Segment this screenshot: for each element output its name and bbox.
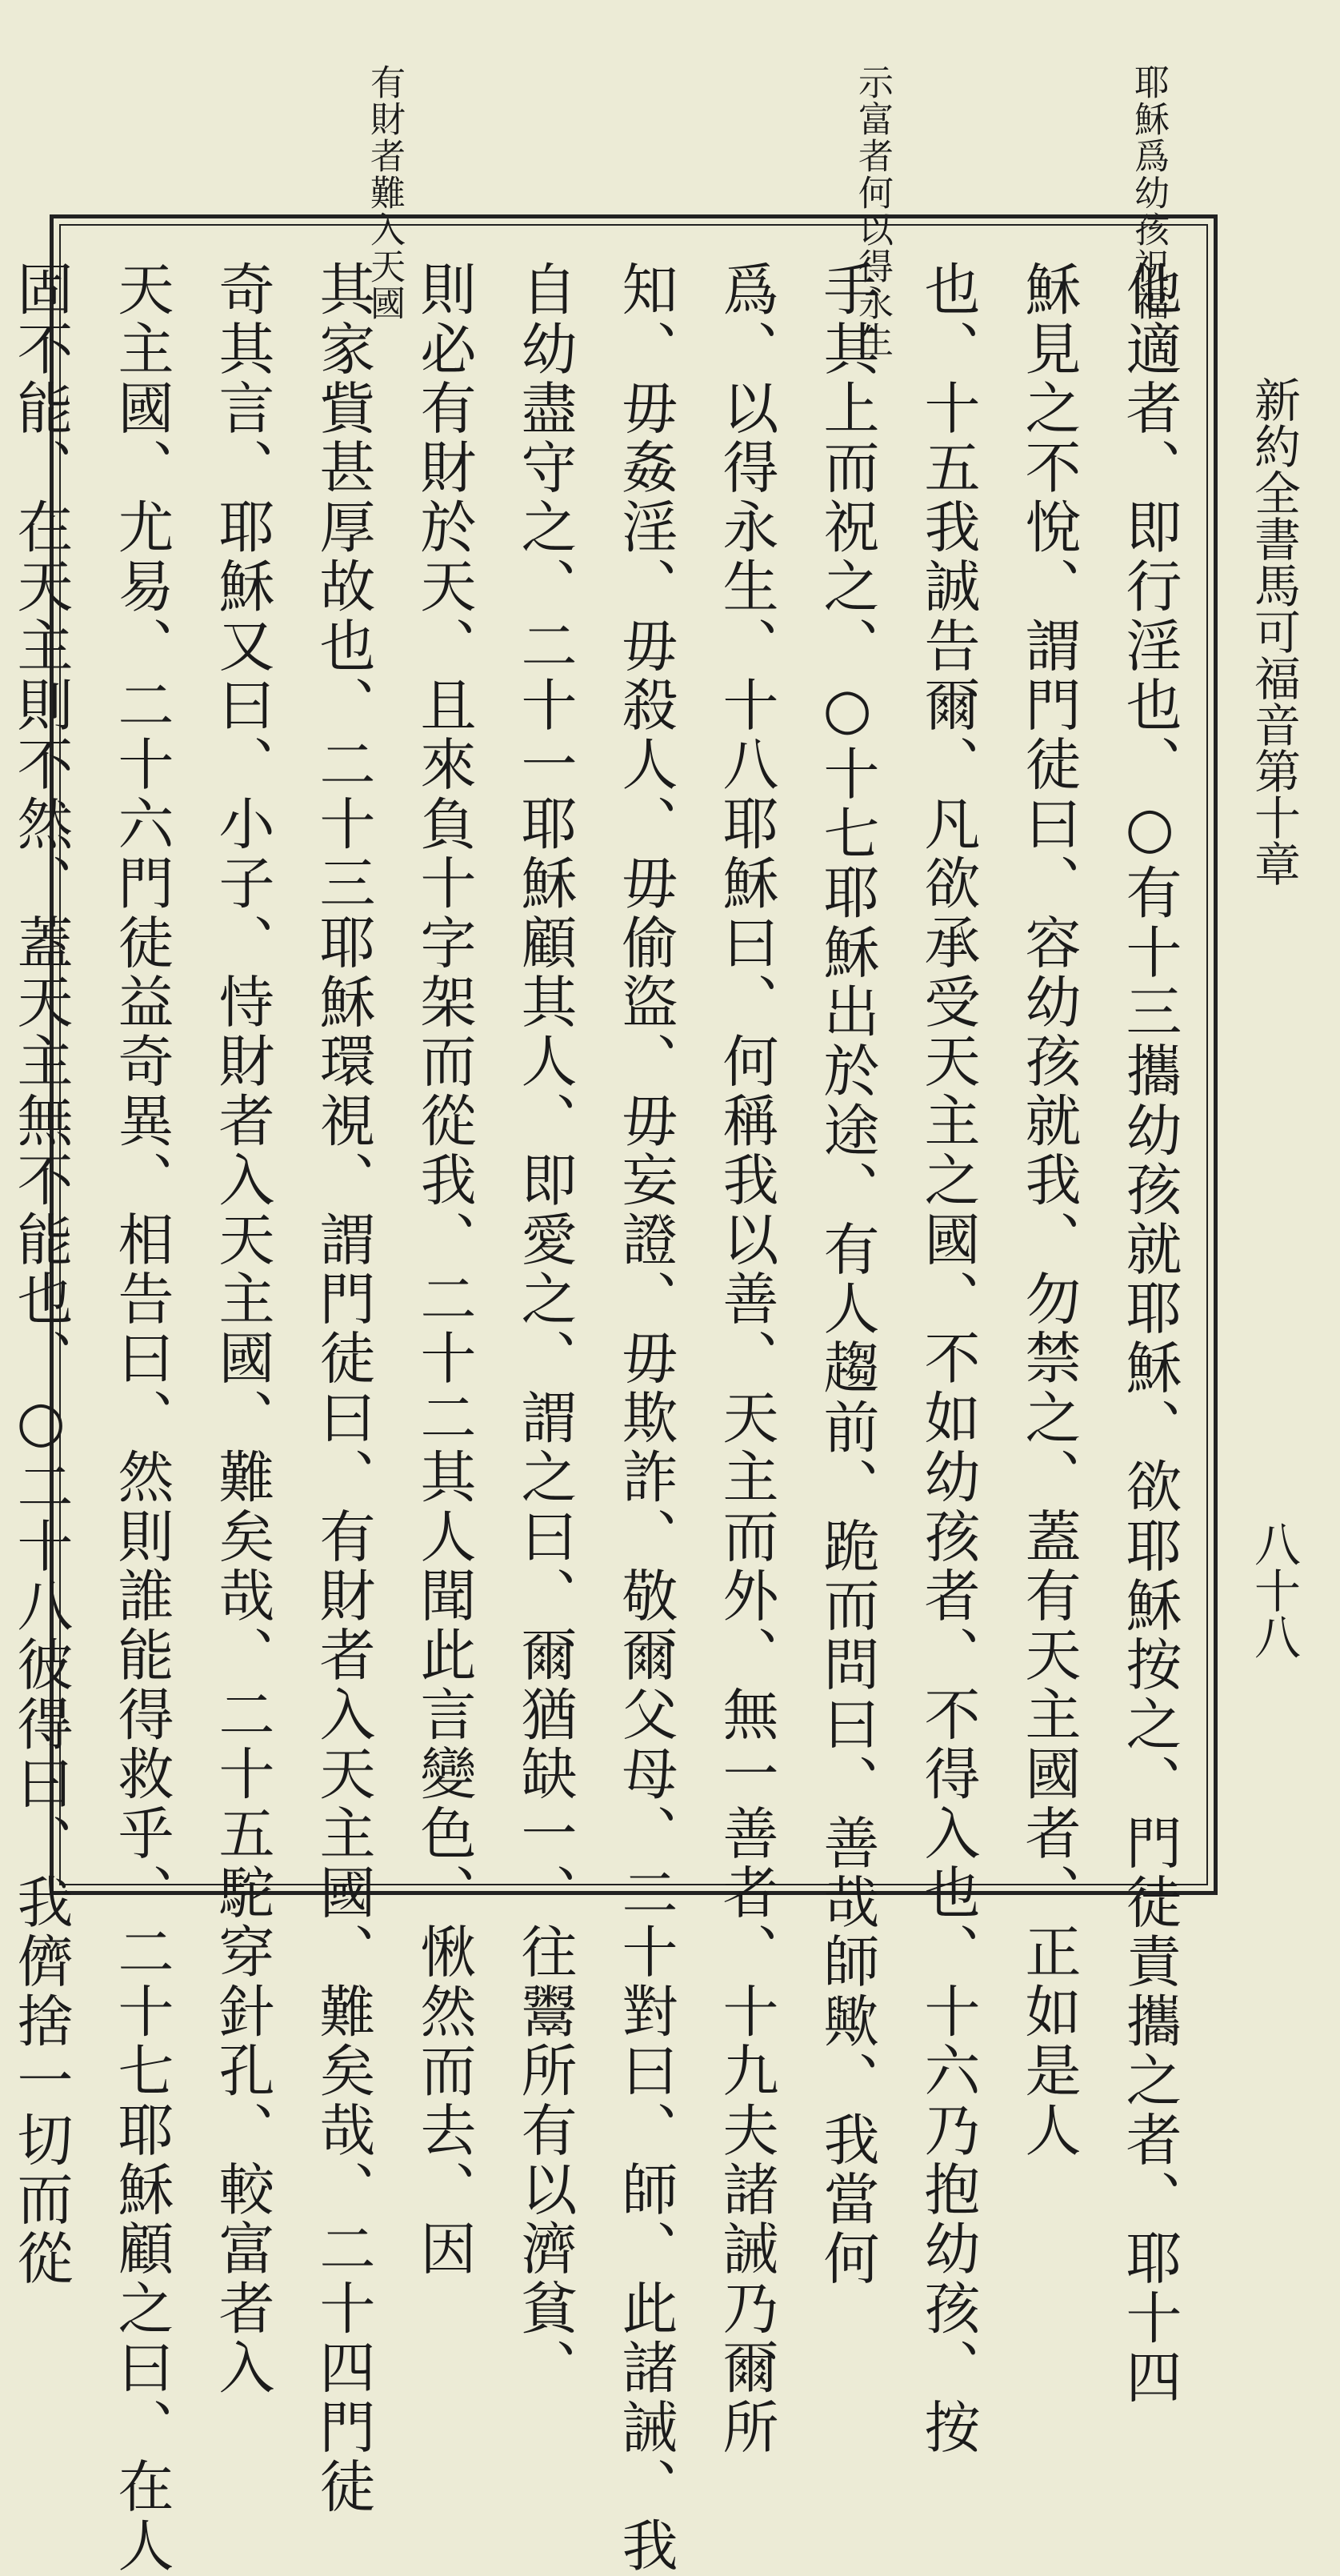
text-column: 固不能、在天主則不然、蓋天主無不能也、○二十八彼得曰、我儕捨一切而從	[8, 260, 74, 2289]
text-column: 也、十五我誠告爾、凡欲承受天主之國、不如幼孩者、不得入也、十六乃抱幼孩、按	[915, 260, 981, 2458]
page-number: 八十八	[1246, 1520, 1301, 1660]
text-column: 奇其言、耶穌又曰、小子、恃財者入天主國、難矣哉、二十五駝穿針孔、較富者入	[210, 260, 275, 2398]
marginal-note-blessing-children: 耶穌爲幼孩祝福	[1128, 64, 1169, 322]
marginal-note-rich-kingdom: 有財者難入天國	[364, 64, 405, 322]
text-column: 其家貲甚厚故也、二十三耶穌環視、謂門徒曰、有財者入天主國、難矣哉、二十四門徒	[310, 260, 376, 2517]
gospel-title: 馬可福音	[1246, 562, 1301, 747]
book-title: 新約全書	[1246, 376, 1301, 562]
chapter-title: 第十章	[1246, 747, 1301, 887]
text-column: 天主國、尤易、二十六門徒益奇異、相告曰、然則誰能得救乎、二十七耶穌顧之曰、在人	[109, 260, 174, 2576]
text-column: 穌見之不悅、謂門徒曰、容幼孩就我、勿禁之、蓋有天主國者、正如是人	[1016, 260, 1082, 2161]
text-column: 他適者、即行淫也、○有十三攜幼孩就耶穌、欲耶穌按之、門徒責攜之者、耶十四	[1117, 260, 1182, 2408]
text-column: 知、毋姦淫、毋殺人、毋偷盜、毋妄證、毋欺詐、敬爾父母、二十對曰、師、此諸誡、我	[613, 260, 678, 2576]
marginal-note-eternal-life: 示富者何以得永生	[852, 64, 893, 359]
text-column: 手其上而祝之、○十七耶穌出於途、有人趨前、跪而問曰、善哉師歟、我當何	[814, 260, 880, 2289]
text-column: 爲、以得永生、十八耶穌曰、何稱我以善、天主而外、無一善者、十九夫諸誡乃爾所	[714, 260, 779, 2458]
scripture-body	[8, 260, 1200, 2576]
text-column: 自幼盡守之、二十一耶穌顧其人、即愛之、謂之曰、爾猶缺一、往鬻所有以濟貧、	[512, 260, 578, 2398]
running-head	[1248, 376, 1299, 887]
text-column: 則必有財於天、且來負十字架而從我、二十二其人聞此言變色、愀然而去、因	[411, 260, 477, 2279]
